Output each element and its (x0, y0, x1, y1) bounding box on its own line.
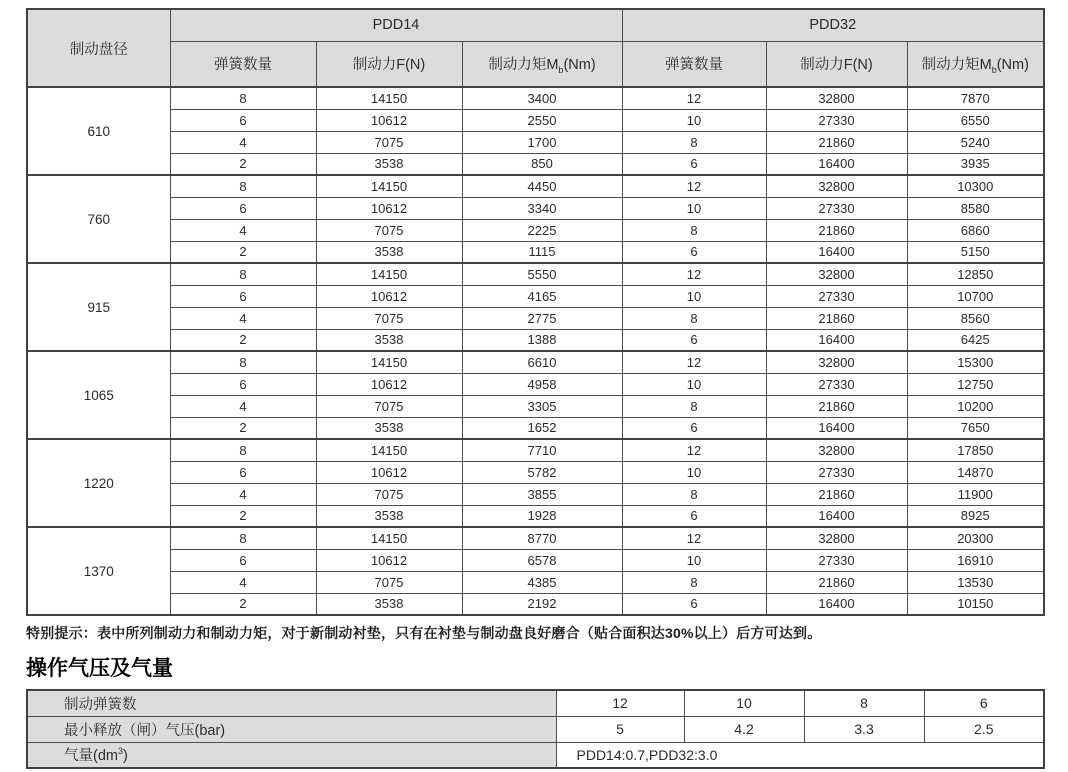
spec-cell: 8 (170, 527, 316, 549)
spec-row (27, 307, 1044, 329)
spec-row (27, 527, 1044, 549)
row-air-volume (27, 742, 1044, 768)
spec-cell: 6 (170, 285, 316, 307)
spec-cell: 3340 (462, 197, 622, 219)
spec-cell: 6 (170, 197, 316, 219)
spec-cell: 3538 (316, 593, 462, 615)
spec-cell: 21860 (766, 395, 907, 417)
spec-cell: 7075 (316, 395, 462, 417)
spec-cell: 32800 (766, 527, 907, 549)
spec-cell: 4 (170, 307, 316, 329)
spec-cell: 850 (462, 153, 622, 175)
spec-cell: 10 (622, 461, 766, 483)
spec-cell: 27330 (766, 373, 907, 395)
spec-cell: 16400 (766, 593, 907, 615)
spec-cell: 6578 (462, 549, 622, 571)
col-header-model-pdd14: PDD14 (170, 9, 622, 41)
spec-cell: 12 (622, 87, 766, 109)
spec-cell: 2 (170, 417, 316, 439)
pressure-value: 5 (556, 716, 684, 742)
spec-cell: 5240 (907, 131, 1044, 153)
spec-cell: 5550 (462, 263, 622, 285)
spec-cell: 8925 (907, 505, 1044, 527)
spec-row (27, 219, 1044, 241)
spec-cell: 27330 (766, 461, 907, 483)
col-header-force-pdd14: 制动力F(N) (316, 41, 462, 87)
spec-cell: 7650 (907, 417, 1044, 439)
spec-row (27, 593, 1044, 615)
spec-cell: 2 (170, 593, 316, 615)
spec-row (27, 197, 1044, 219)
spec-cell: 10 (622, 109, 766, 131)
row-label-brake-springs: 制动弹簧数 (27, 690, 556, 716)
spec-cell: 2550 (462, 109, 622, 131)
spec-cell: 3400 (462, 87, 622, 109)
spec-cell: 6 (622, 417, 766, 439)
spec-cell: 5782 (462, 461, 622, 483)
spec-cell: 8 (622, 395, 766, 417)
spec-cell: 21860 (766, 571, 907, 593)
spec-cell: 27330 (766, 197, 907, 219)
col-header-torque-pdd32: 制动力矩$M_b(Nm)$ (907, 41, 1044, 87)
spec-cell: 17850 (907, 439, 1044, 461)
diameter-cell: 1065 (27, 351, 170, 439)
pressure-value: 2.5 (924, 716, 1044, 742)
spec-cell: 12850 (907, 263, 1044, 285)
spec-cell: 2 (170, 505, 316, 527)
spec-cell: 4 (170, 219, 316, 241)
spec-cell: 14150 (316, 263, 462, 285)
spec-cell: 27330 (766, 109, 907, 131)
spec-cell: 4958 (462, 373, 622, 395)
spec-cell: 6 (170, 109, 316, 131)
spec-cell: 6 (622, 329, 766, 351)
spec-cell: 21860 (766, 131, 907, 153)
spec-cell: 6860 (907, 219, 1044, 241)
spec-cell: 8580 (907, 197, 1044, 219)
spec-cell: 7870 (907, 87, 1044, 109)
spec-cell: 16400 (766, 241, 907, 263)
pressure-value: 3.3 (804, 716, 924, 742)
spec-cell: 3538 (316, 153, 462, 175)
col-header-springs-pdd32: 弹簧数量 (622, 41, 766, 87)
spec-cell: 11900 (907, 483, 1044, 505)
spec-cell: 10 (622, 373, 766, 395)
springs-value: 12 (556, 690, 684, 716)
spec-cell: 3855 (462, 483, 622, 505)
spec-cell: 15300 (907, 351, 1044, 373)
spec-row (27, 109, 1044, 131)
spec-cell: 7075 (316, 571, 462, 593)
spec-cell: 7075 (316, 483, 462, 505)
spec-cell: 7075 (316, 131, 462, 153)
spec-cell: 12 (622, 527, 766, 549)
spec-row (27, 417, 1044, 439)
spec-cell: 8 (622, 307, 766, 329)
col-header-model-pdd32: PDD32 (622, 9, 1044, 41)
spec-row (27, 285, 1044, 307)
section-heading: 操作气压及气量 (26, 657, 173, 680)
spec-cell: 4 (170, 395, 316, 417)
spec-row (27, 373, 1044, 395)
spec-cell: 10612 (316, 373, 462, 395)
spec-cell: 6 (622, 241, 766, 263)
spec-row (27, 395, 1044, 417)
spec-cell: 6 (170, 549, 316, 571)
spec-cell: 3538 (316, 241, 462, 263)
spec-cell: 8 (170, 87, 316, 109)
spec-cell: 12 (622, 263, 766, 285)
springs-value: 8 (804, 690, 924, 716)
spec-cell: 21860 (766, 219, 907, 241)
spec-cell: 3935 (907, 153, 1044, 175)
spec-cell: 6550 (907, 109, 1044, 131)
spec-row (27, 505, 1044, 527)
spec-row (27, 263, 1044, 285)
spec-cell: 4 (170, 571, 316, 593)
spec-cell: 8770 (462, 527, 622, 549)
spec-cell: 1652 (462, 417, 622, 439)
spec-cell: 14150 (316, 351, 462, 373)
spec-cell: 4385 (462, 571, 622, 593)
spec-cell: 14150 (316, 175, 462, 197)
spec-cell: 3538 (316, 417, 462, 439)
spec-cell: 8 (622, 131, 766, 153)
spec-row (27, 153, 1044, 175)
spec-cell: 8560 (907, 307, 1044, 329)
spec-cell: 16910 (907, 549, 1044, 571)
spec-cell: 4 (170, 131, 316, 153)
springs-value: 10 (684, 690, 804, 716)
diameter-cell: 1370 (27, 527, 170, 615)
spec-cell: 12750 (907, 373, 1044, 395)
spec-cell: 1700 (462, 131, 622, 153)
spec-cell: 10700 (907, 285, 1044, 307)
spec-cell: 2192 (462, 593, 622, 615)
special-note: 特别提示：表中所列制动力和制动力矩，对于新制动衬垫，只有在衬垫与制动盘良好磨合（贴合面积达30%以上）后方可达到。 (26, 625, 822, 641)
spec-cell: 2775 (462, 307, 622, 329)
springs-value: 6 (924, 690, 1044, 716)
row-min-release-pressure (27, 716, 1044, 742)
spec-cell: 14150 (316, 439, 462, 461)
spec-cell: 14150 (316, 87, 462, 109)
row-label-air-volume: 气量$(dm^3)$ (27, 742, 556, 768)
spec-cell: 32800 (766, 439, 907, 461)
spec-row (27, 483, 1044, 505)
spec-cell: 2 (170, 329, 316, 351)
spec-cell: 6 (622, 593, 766, 615)
pressure-volume-table (26, 689, 1045, 769)
spec-cell: 7075 (316, 307, 462, 329)
col-header-torque-pdd14: 制动力矩$M_b(Nm)$ (462, 41, 622, 87)
spec-row (27, 241, 1044, 263)
spec-cell: 10612 (316, 461, 462, 483)
spec-cell: 6 (622, 505, 766, 527)
col-header-force-pdd32: 制动力F(N) (766, 41, 907, 87)
spec-cell: 10 (622, 549, 766, 571)
diameter-cell: 610 (27, 87, 170, 175)
spec-cell: 16400 (766, 153, 907, 175)
brake-spec-table (26, 8, 1045, 616)
spec-cell: 1115 (462, 241, 622, 263)
spec-row (27, 329, 1044, 351)
pressure-value: 4.2 (684, 716, 804, 742)
spec-cell: 27330 (766, 549, 907, 571)
spec-cell: 8 (170, 175, 316, 197)
spec-cell: 21860 (766, 483, 907, 505)
spec-cell: 1928 (462, 505, 622, 527)
spec-cell: 14870 (907, 461, 1044, 483)
spec-cell: 16400 (766, 417, 907, 439)
spec-cell: 12 (622, 351, 766, 373)
spec-cell: 7075 (316, 219, 462, 241)
spec-cell: 8 (170, 439, 316, 461)
spec-table-body (27, 87, 1044, 615)
spec-row (27, 175, 1044, 197)
spec-cell: 27330 (766, 285, 907, 307)
spec-cell: 20300 (907, 527, 1044, 549)
spec-cell: 10300 (907, 175, 1044, 197)
spec-cell: 6425 (907, 329, 1044, 351)
spec-cell: 10612 (316, 109, 462, 131)
spec-row (27, 131, 1044, 153)
spec-cell: 10612 (316, 549, 462, 571)
spec-cell: 21860 (766, 307, 907, 329)
air-volume-value: PDD14:0.7,PDD32:3.0 (556, 742, 1044, 768)
spec-row (27, 87, 1044, 109)
spec-cell: 32800 (766, 175, 907, 197)
spec-cell: 8 (170, 263, 316, 285)
spec-cell: 2 (170, 153, 316, 175)
spec-cell: 14150 (316, 527, 462, 549)
spec-cell: 10200 (907, 395, 1044, 417)
spec-cell: 10 (622, 285, 766, 307)
spec-cell: 8 (622, 571, 766, 593)
spec-row (27, 461, 1044, 483)
spec-cell: 8 (170, 351, 316, 373)
spec-cell: 13530 (907, 571, 1044, 593)
spec-cell: 4 (170, 483, 316, 505)
spec-cell: 4450 (462, 175, 622, 197)
row-brake-springs (27, 690, 1044, 716)
spec-cell: 32800 (766, 263, 907, 285)
col-header-springs-pdd14: 弹簧数量 (170, 41, 316, 87)
spec-cell: 32800 (766, 87, 907, 109)
spec-cell: 16400 (766, 329, 907, 351)
spec-cell: 8 (622, 219, 766, 241)
spec-cell: 6610 (462, 351, 622, 373)
spec-row (27, 549, 1044, 571)
spec-cell: 6 (622, 153, 766, 175)
spec-cell: 7710 (462, 439, 622, 461)
spec-cell: 10612 (316, 197, 462, 219)
spec-cell: 3305 (462, 395, 622, 417)
spec-cell: 2225 (462, 219, 622, 241)
spec-cell: 6 (170, 461, 316, 483)
spec-cell: 4165 (462, 285, 622, 307)
spec-cell: 10612 (316, 285, 462, 307)
diameter-cell: 760 (27, 175, 170, 263)
spec-cell: 16400 (766, 505, 907, 527)
diameter-cell: 1220 (27, 439, 170, 527)
spec-row (27, 439, 1044, 461)
spec-cell: 10150 (907, 593, 1044, 615)
spec-cell: 3538 (316, 505, 462, 527)
spec-cell: 10 (622, 197, 766, 219)
spec-cell: 12 (622, 439, 766, 461)
spec-cell: 12 (622, 175, 766, 197)
spec-cell: 2 (170, 241, 316, 263)
spec-cell: 5150 (907, 241, 1044, 263)
spec-cell: 6 (170, 373, 316, 395)
col-header-disc-diameter: 制动盘径 (27, 9, 170, 87)
spec-cell: 1388 (462, 329, 622, 351)
spec-cell: 32800 (766, 351, 907, 373)
spec-cell: 3538 (316, 329, 462, 351)
row-label-min-release-pressure: 最小释放（闸）气压(bar) (27, 716, 556, 742)
spec-cell: 8 (622, 483, 766, 505)
spec-row (27, 351, 1044, 373)
diameter-cell: 915 (27, 263, 170, 351)
spec-row (27, 571, 1044, 593)
